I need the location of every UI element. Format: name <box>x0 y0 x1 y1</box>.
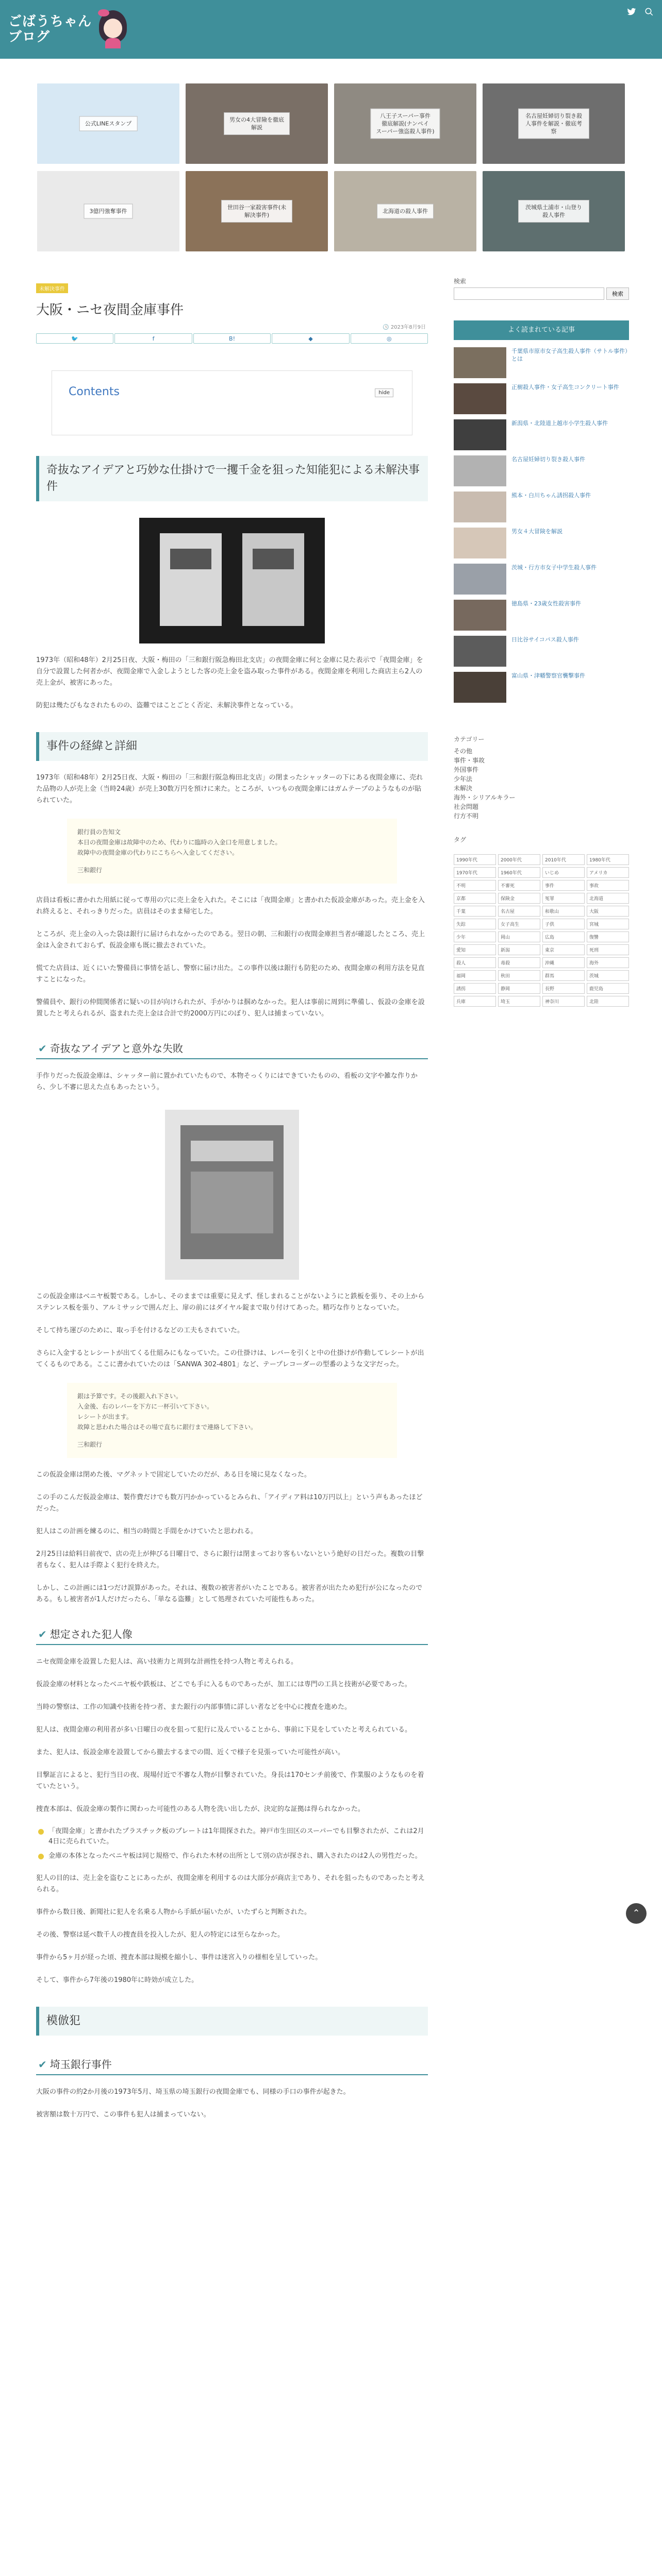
site-logo[interactable] <box>8 9 131 49</box>
paragraph: 事件から数日後、新聞社に犯人を名乗る人物から手紙が届いたが、いたずらと判断された。 <box>36 1908 311 1916</box>
go-top-button[interactable]: ⌃ <box>626 1903 647 1924</box>
tag-link[interactable]: 広島 <box>542 931 585 942</box>
paragraph: しかし、この計画には1つだけ誤算があった。それは、複数の被害者がいたことである。被害者が出たため犯行が公になったのである。もし被害者が1人だけだったら、「単なる盗難」として処理されていた可能性もあった。 <box>36 1584 423 1603</box>
tag-link[interactable]: 茨城 <box>587 970 629 981</box>
tag-link[interactable]: 毒殺 <box>498 957 540 968</box>
paragraph: 被害額は数十万円で、この事件も犯人は捕まっていない。 <box>36 2111 210 2119</box>
popular-thumbnail <box>454 492 506 522</box>
popular-title: 男女４大冒険を解説 <box>511 528 562 535</box>
paragraph: 犯人の目的は、売上金を盗むことにあったが、夜間金庫を利用するのは大部分が商店主であり、それを狙ったものであったと考えられる。 <box>36 1874 425 1893</box>
paragraph: 警備員や、銀行の仲間関係者に疑いの目が向けられたが、手がかりは掴めなかった。犯人は事前に周到に準備し、仮設の金庫を設置したと考えられるが、盗まれた売上金は合計で約2000万円にのぼり、犯人は捕まっていない。 <box>36 998 425 1018</box>
tag-link[interactable]: 岡山 <box>498 931 540 942</box>
share-line-button[interactable]: ◎ <box>351 333 428 344</box>
check-icon: ✔ <box>38 1042 47 1055</box>
tag-link[interactable]: 復讐 <box>587 931 629 942</box>
paragraph: 大阪の事件の約2か月後の1973年5月、埼玉県の埼玉銀行の夜間金庫でも、同様の手口の事件が起きた。 <box>36 2088 350 2096</box>
tag-link[interactable]: 兵庫 <box>454 996 496 1007</box>
share-buttons <box>36 333 428 344</box>
category-link[interactable]: 海外・シリアルキラー <box>454 794 516 801</box>
tag-link[interactable]: 名古屋 <box>498 906 540 917</box>
list-item: 金庫の本体となったベニヤ板は同じ規格で、作られた木材の出所として別の店が探され、購入されたのは2人の男性だった。 <box>36 1851 428 1861</box>
tag-link[interactable]: 不明 <box>454 880 496 891</box>
paragraph: ニセ夜間金庫を設置した犯人は、高い技術力と周到な計画性を持つ人物と考えられる。 <box>36 1658 298 1666</box>
paragraph: 手作りだった仮設金庫は、シャッター前に置かれていたもので、本物そっくりにはできていたものの、看板の文字や雑な作りから、少し不審に思えた点もあったという。 <box>36 1072 418 1091</box>
paragraph: 当時の警察は、工作の知識や技術を持つ者、また銀行の内部事情に詳しい者などを中心に捜査を進めた。 <box>36 1703 352 1711</box>
featured-card-label: 公式LINEスタンプ <box>79 116 138 131</box>
featured-grid <box>37 83 625 251</box>
paragraph: 仮設金庫の材料となったベニヤ板や鉄板は、どこでも手に入るものであったが、加工には専門の工具と技術が必要であった。 <box>36 1681 411 1688</box>
featured-card-label: 男女の4大冒險を徹底 解説 <box>224 112 290 135</box>
section-heading: 奇抜なアイデアと巧妙な仕掛けで一攫千金を狙った知能犯による未解決事件 <box>36 456 428 501</box>
paragraph: 犯人はこの計画を練るのに、相当の時間と手間をかけていたと思われる。 <box>36 1528 258 1535</box>
tag-link[interactable]: 和歌山 <box>542 906 585 917</box>
featured-card-label: 名古屋妊婦切り裂き殺人事件を解説・徹底考察 <box>518 109 589 139</box>
tag-link[interactable]: 死刑 <box>587 944 629 955</box>
popular-item[interactable] <box>454 489 629 526</box>
featured-card[interactable] <box>334 171 476 251</box>
quote-signature: 三和銀行 <box>77 867 103 874</box>
popular-title: 熊本・白川ちゃん誘拐殺人事件 <box>511 492 591 499</box>
popular-heading: よく読まれている記事 <box>454 320 629 340</box>
paragraph: そして、事件から7年後の1980年に時効が成立した。 <box>36 1976 198 1984</box>
page-title: 大阪・ニセ夜間金庫事件 <box>36 302 184 318</box>
tag-link[interactable]: 1970年代 <box>454 867 496 878</box>
category-link[interactable]: 社会問題 <box>454 803 479 810</box>
popular-item[interactable] <box>454 598 629 634</box>
popular-thumbnail <box>454 455 506 486</box>
subsection-heading-text: 奇抜なアイデアと意外な失敗 <box>49 1042 183 1055</box>
tag-link[interactable]: 沖縄 <box>542 957 585 968</box>
category-link[interactable]: 少年法 <box>454 775 473 783</box>
popular-title: 千葉県市原市女子高生殺人事件（サトル事件）とは <box>511 348 628 362</box>
tag-link[interactable]: いじめ <box>542 867 585 878</box>
category-badge[interactable]: 未解決事件 <box>36 283 68 293</box>
popular-title: 日比谷サイコパス殺人事件 <box>511 636 579 643</box>
fake-safe-photo <box>165 1110 299 1280</box>
paragraph: 目撃証言によると、犯行当日の夜、現場付近で不審な人物が目撃されていた。身長は170センチ前後で、作業服のようなものを着ていたという。 <box>36 1771 424 1790</box>
tag-link[interactable]: 冤罪 <box>542 893 585 904</box>
featured-card-label: 茨城県土浦市・山登り殺人事件 <box>518 200 589 223</box>
tag-link[interactable]: 北海道 <box>587 893 629 904</box>
tag-link[interactable]: 宮城 <box>587 919 629 929</box>
logo-text <box>8 14 92 45</box>
logo-character <box>95 9 131 49</box>
popular-thumbnail <box>454 600 506 631</box>
popular-thumbnail <box>454 636 506 667</box>
paragraph: この仮設金庫はベニヤ板製である。しかし、そのままでは重要に見えず、怪しまれることがないようにと鉄板を張り、その上からステンレス板を張り、アルミサッシで囲んだ上、扉の前にはダイヤル錠まで取り付けてあった。精巧な作りとなっていた。 <box>36 1293 424 1312</box>
category-link[interactable]: 事件・事故 <box>454 757 485 764</box>
share-pocket-button[interactable]: ◆ <box>272 333 349 344</box>
quote-signature: 三和銀行 <box>77 1441 103 1448</box>
category-list <box>454 747 629 821</box>
share-twitter-button[interactable]: 🐦 <box>36 333 113 344</box>
share-facebook-button[interactable]: f <box>114 333 192 344</box>
tag-link[interactable]: 群馬 <box>542 970 585 981</box>
tag-link[interactable]: 新潟 <box>498 944 540 955</box>
category-link[interactable]: 行方不明 <box>454 812 479 820</box>
popular-item[interactable] <box>454 381 629 417</box>
post-date-text: 2023年8月9日 <box>390 325 426 330</box>
paragraph: また、犯人は、仮設金庫を設置してから撤去するまでの間、近くで様子を見張っていた可能性が高い。 <box>36 1749 345 1756</box>
popular-thumbnail <box>454 672 506 703</box>
paragraph: この手のこんだ仮設金庫は、製作費だけでも数万円かかっているとみられ、「アイディア料は10万円以上」という声もあったほどだった。 <box>36 1494 423 1513</box>
featured-card[interactable] <box>186 83 328 164</box>
tag-link[interactable]: 東京 <box>542 944 585 955</box>
featured-card[interactable] <box>483 83 625 164</box>
paragraph: 慌てた店員は、近くにいた警備員に事情を話し、警察に届け出た。この事件以後は銀行も防犯のため、夜間金庫の利用方法を見直すことになった。 <box>36 964 425 984</box>
featured-card-label: 八王子スーパー事件 徹底解説(ナンペイ スーパー強盗殺人事件) <box>370 109 440 139</box>
tag-link[interactable]: 秋田 <box>498 970 540 981</box>
bullet-list <box>36 1826 428 1861</box>
category-heading: カテゴリー <box>454 736 485 743</box>
article <box>36 283 428 2121</box>
popular-title: 徳島県・23歳女性殺害事件 <box>511 600 581 607</box>
paragraph: 防犯は幾たびもなされたものの、盗難ではことごとく否定、未解決事件となっている。 <box>36 702 297 709</box>
quote-text: 銀は予算です。その後銀入れ下さい。 <box>77 1393 183 1400</box>
popular-thumbnail <box>454 347 506 378</box>
popular-item[interactable] <box>454 417 629 453</box>
popular-thumbnail <box>454 383 506 414</box>
header-icons <box>627 7 654 19</box>
atm-photo <box>139 518 325 643</box>
featured-card-label: 3億円強奪事件 <box>84 204 133 219</box>
popular-item[interactable] <box>454 634 629 670</box>
featured-card[interactable] <box>186 171 328 251</box>
category-link[interactable]: 外国事件 <box>454 766 479 773</box>
popular-title: 正樹殺人事件・女子高生コンクリート事件 <box>511 384 619 391</box>
logo-line-1: ごばうちゃん <box>8 14 92 29</box>
tag-link[interactable]: 神奈川 <box>542 996 585 1007</box>
paragraph: 犯人は、夜間金庫の利用者が多い日曜日の夜を狙って犯行に及んでいることから、事前に下見をしていたと考えられている。 <box>36 1726 412 1734</box>
popular-item[interactable] <box>454 453 629 489</box>
tag-link[interactable]: アメリカ <box>587 867 629 878</box>
paragraph: この仮設金庫は閉めた後、マグネットで固定していたのだが、ある日を境に見なくなった。 <box>36 1471 311 1479</box>
popular-item[interactable] <box>454 562 629 598</box>
tag-link[interactable]: 北陸 <box>587 996 629 1007</box>
featured-card-label: 世田谷一家殺害事件(未解決事件) <box>221 200 292 223</box>
logo-line-2: ブログ <box>8 29 51 45</box>
check-icon: ✔ <box>38 2058 47 2071</box>
tag-link[interactable]: 女子高生 <box>498 919 540 929</box>
tag-link[interactable]: 誘拐 <box>454 983 496 994</box>
tag-cloud <box>454 854 629 1007</box>
tag-link[interactable]: 愛知 <box>454 944 496 955</box>
tag-link[interactable]: 京都 <box>454 893 496 904</box>
search-input[interactable] <box>454 287 604 300</box>
paragraph: 1973年（昭和48年）2月25日夜、大阪・梅田の「三和銀行阪急梅田北支店」の夜間金庫に何と金庫に見た表示で「夜間金庫」を自分で設置した何者かが、夜間金庫で入金しようとした客の売上金を盗み取った事件がある。夜間金庫を利用した商店主ら2人の売上金が、被害にあった。 <box>36 656 423 687</box>
popular-list <box>454 345 629 706</box>
category-link[interactable]: その他 <box>454 748 473 755</box>
featured-card[interactable] <box>483 171 625 251</box>
tag-link[interactable]: 事件 <box>542 880 585 891</box>
search-form <box>454 287 629 300</box>
featured-card[interactable] <box>37 83 179 164</box>
twitter-icon[interactable] <box>627 7 636 19</box>
tag-link[interactable]: 失踪 <box>454 919 496 929</box>
quote-box <box>67 1383 397 1458</box>
category-link[interactable]: 未解決 <box>454 785 473 792</box>
tag-link[interactable]: 保険金 <box>498 893 540 904</box>
tag-link[interactable]: 静岡 <box>498 983 540 994</box>
check-icon: ✔ <box>38 1628 47 1640</box>
share-hatena-button[interactable]: B! <box>193 333 271 344</box>
paragraph: 事件から5ヶ月が経った頃、捜査本部は規模を縮小し、事件は迷宮入りの様相を呈していった。 <box>36 1954 322 1961</box>
tag-link[interactable]: 1990年代 <box>454 854 496 865</box>
tag-link[interactable]: 1960年代 <box>498 867 540 878</box>
tag-link[interactable]: 不審死 <box>498 880 540 891</box>
popular-item[interactable] <box>454 670 629 706</box>
tag-link[interactable]: 事故 <box>587 880 629 891</box>
toc-title: Contents <box>69 385 120 398</box>
section-heading: 模倣犯 <box>36 2007 428 2036</box>
paragraph: 1973年（昭和48年）2月25日夜、大阪・梅田の「三和銀行阪急梅田北支店」の閉まったシャッターの下にある夜間金庫に、売れた品物の人が売上金（当時24歳）が売上30数万円を預けに来た。ところが、いつもの夜間金庫にはガムテープのようなものが貼られていた。 <box>36 774 423 804</box>
toc-toggle-button[interactable]: hide <box>375 388 393 397</box>
subsection-heading <box>36 2053 428 2075</box>
featured-card[interactable] <box>334 83 476 164</box>
popular-thumbnail <box>454 528 506 558</box>
popular-item[interactable] <box>454 526 629 562</box>
paragraph: 捜査本部は、仮設金庫の製作に関わった可能性のある人物を洗い出したが、決定的な証拠は得られなかった。 <box>36 1805 365 1813</box>
paragraph: 2月25日は給料日前夜で、店の売上が伸びる日曜日で、さらに銀行は閉まっており客もいないという絶好の日だった。複数の目撃者もなく、犯人は手際よく犯行を終えた。 <box>36 1550 424 1569</box>
paragraph: 店員は看板に書かれた用紙に従って専用の穴に売上金を入れた。そこには「夜間金庫」と書かれた仮設金庫があった。売上金を入れ終えると、それっきりだった。店員はそのまま帰宅した。 <box>36 896 425 916</box>
paragraph: そして持ち運びのために、取っ手を付けるなどの工夫もされていた。 <box>36 1327 244 1334</box>
popular-thumbnail <box>454 419 506 450</box>
logo-character-face <box>104 19 122 38</box>
search-button[interactable]: 検索 <box>606 287 629 300</box>
tag-link[interactable]: 大阪 <box>587 906 629 917</box>
tag-link[interactable]: 海外 <box>587 957 629 968</box>
tag-link[interactable]: 鹿児島 <box>587 983 629 994</box>
tag-link[interactable]: 少年 <box>454 931 496 942</box>
post-date: 🕓 2023年8月9日 <box>383 325 426 330</box>
paragraph: ところが、売上金の入った袋は銀行に届けられなかったのである。翌日の朝、三和銀行の夜間金庫担当者が確認したところ、売上金は入金されておらず、仮設金庫も既に撤去されていた。 <box>36 930 425 950</box>
popular-thumbnail <box>454 564 506 595</box>
featured-card-label: 北海道の殺人事件 <box>377 204 434 219</box>
tag-link[interactable]: 1980年代 <box>587 854 629 865</box>
logo-character-body <box>105 38 121 48</box>
tag-link[interactable]: 2010年代 <box>542 854 585 865</box>
popular-title: 名古屋妊婦切り裂き殺人事件 <box>511 456 585 463</box>
popular-title: 新潟県・北陸道上越市小学生殺人事件 <box>511 420 608 427</box>
logo-character-bow <box>98 9 109 16</box>
tag-link[interactable]: 長野 <box>542 983 585 994</box>
quote-box <box>67 819 397 884</box>
tag-link[interactable]: 千葉 <box>454 906 496 917</box>
popular-title: 茨城・行方市女子中学生殺人事件 <box>511 564 597 571</box>
search-label: 検索 <box>454 278 467 285</box>
popular-title: 富山県・津幡警察官襲撃事件 <box>511 672 585 679</box>
tag-heading: タグ <box>454 836 467 843</box>
subsection-heading-text: 想定された犯人像 <box>49 1628 133 1640</box>
site-header <box>0 0 662 59</box>
paragraph: その後、警察は延べ数千人の捜査員を投入したが、犯人の特定には至らなかった。 <box>36 1931 285 1939</box>
subsection-heading <box>36 1623 428 1645</box>
tag-link[interactable]: 2000年代 <box>498 854 540 865</box>
subsection-heading-text: 埼玉銀行事件 <box>49 2058 112 2071</box>
search-icon[interactable] <box>644 7 654 19</box>
tag-link[interactable]: 子供 <box>542 919 585 929</box>
subsection-heading <box>36 1037 428 1059</box>
featured-card[interactable] <box>37 171 179 251</box>
popular-item[interactable] <box>454 345 629 381</box>
sidebar <box>454 277 629 1007</box>
table-of-contents <box>52 370 412 435</box>
section-heading: 事件の経緯と詳細 <box>36 732 428 761</box>
quote-text: 銀行員の告知文 本日の夜間金庫は故障中のため、代わりに臨時の入金口を用意しました。 故障中の夜間金庫の代わりにこちらへ入金してください。 <box>77 828 282 856</box>
paragraph: さらに入金するとレシートが出てくる仕組みにもなっていた。この仕掛けは、レバーを引くと中の仕掛けが作動してレシートが出てくるものである。ここに書かれていたのは「SANWA 302-4801」など、テープレコーダーの型番のような文字だった。 <box>36 1349 424 1368</box>
list-item: 「夜間金庫」と書かれたプラスチック板のプレートは1年間探された。神戸市生田区のスーパーでも目撃されたが、これは2月4日に売られていた。 <box>36 1826 428 1847</box>
quote-text: 入金後、右のレバーを下方に一杯引いて下さい。 レシートが出ます。 故障と思われた場合はその場で直ちに銀行まで連絡して下さい。 <box>77 1403 257 1431</box>
tag-link[interactable]: 殺人 <box>454 957 496 968</box>
tag-link[interactable]: 埼玉 <box>498 996 540 1007</box>
tag-link[interactable]: 福岡 <box>454 970 496 981</box>
